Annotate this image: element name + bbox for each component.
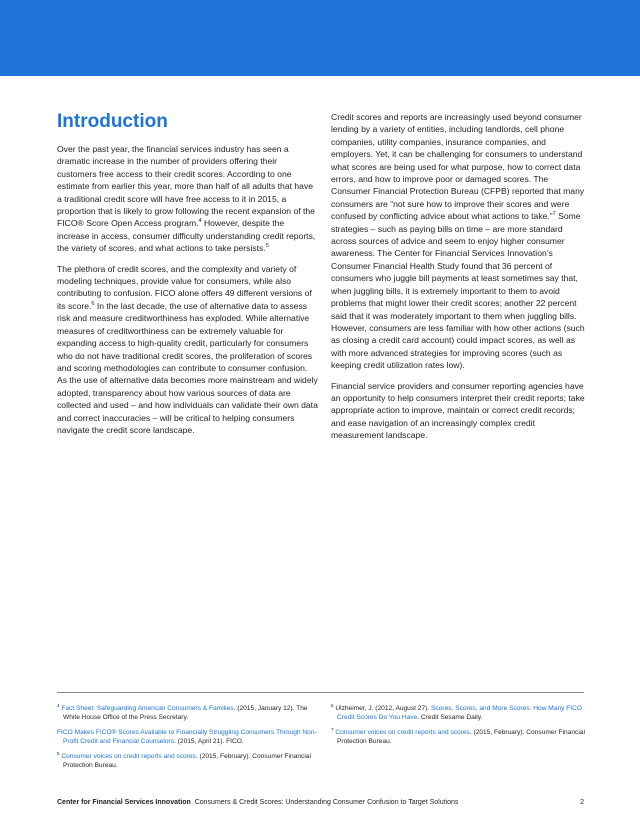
page-footer: [57, 798, 584, 807]
body-paragraph: [57, 263, 319, 437]
text-run: Some strategies – such as paying bills on time – are more standard across sources of advice and seem to enjoy higher consumer awareness. The Center for Financial Services Innovation’s Consumer Financial Health Study found that 36 percent of consumers who juggle bill payments at least sometimes say that, when juggling bills, it is extremely important to them to avoid problems that might lower their credit scores; another 22 percent said that it was moderately important to them when juggling bills. However, consumers are less familiar with how other actions (such as closing a credit card account) could impact scores, as well as with more advanced strategies for improving scores (such as keeping credit utilization rates low).: [331, 211, 585, 371]
footnote-marker: 5: [265, 243, 269, 250]
header-band: [0, 0, 640, 76]
citation-link[interactable]: Fact Sheet: Safeguarding American Consumers & Families: [61, 705, 234, 712]
footnotes-left: [57, 704, 319, 776]
left-column: [57, 111, 319, 444]
footnotes-right: [331, 704, 585, 752]
text-run: In the last decade, the use of alternative data to assess risk and measure creditworthiness has exploded. While alternative measures of creditworthiness can be extremely valuable for expanding access to high-quality credit, particularly for consumers who do not have traditional credit scores, the proliferation of scores and scoring methodologies can contribute to consumer confusion. As the use of alternative data becomes more mainstream and widely adopted, transparency about how various sources of data are collected and used – and how individuals can validate their own data and correct inaccuracies – will be critical to helping consumers navigate the credit score landscape.: [57, 300, 318, 435]
citation-link[interactable]: Consumer voices on credit reports and scores: [335, 729, 470, 736]
text-run: . (2015, January 12). The White House Office of the Press Secretary.: [63, 705, 308, 721]
text-run: . (2015, February). Consumer Financial Protection Bureau.: [337, 729, 585, 745]
text-run: The plethora of credit scores, and the complexity and variety of modeling techniques, provide value for consumers, while also contributing to confusion. FICO alone offers 49 different versions of its score.: [57, 263, 312, 311]
footnote-marker: 5: [57, 750, 60, 756]
footnote: [57, 752, 319, 770]
footnote-divider: [57, 692, 584, 693]
footnote-marker: 7: [331, 726, 334, 732]
text-run: Credit scores and reports are increasingly used beyond consumer lending by a variety of entities, including landlords, cell phone companies, utility companies, insurance companies, and employers. Yet, it can be challenging for consumers to understand what scores are being used for what purpose, how to correct data errors, and how to improve poor or damaged scores. The Consumer Financial Protection Bureau (CFPB) reported that many consumers are “not sure how to improve their scores and were confused by conflicting advice about what actions to take.”: [331, 112, 585, 222]
section-title: Introduction: [57, 111, 168, 132]
body-paragraph: [331, 380, 585, 442]
citation-link[interactable]: Consumer voices on credit reports and scores: [61, 753, 196, 760]
citation-link[interactable]: FICO Makes FICO® Scores Available to Financially Struggling Consumers Through Non-Profit Credit and Financial Counselors: [57, 729, 317, 745]
body-paragraph: [57, 143, 319, 255]
footnote: [331, 728, 585, 746]
footnote-marker: 7: [552, 211, 556, 218]
text-run: Ulzheimer, J. (2012, August 27).: [333, 705, 432, 712]
text-run: However, despite the increase in access, consumer difficulty understanding credit reports, the variety of scores, and what actions to take persists.: [57, 218, 316, 254]
footer-doc-title: Consumers & Credit Scores: Understanding Consumer Confusion to Target Solutions: [194, 799, 459, 806]
text-run: . Credit Sesame Daily.: [417, 714, 483, 721]
footnote: [57, 728, 319, 746]
text-run: Over the past year, the financial services industry has seen a dramatic increase in the number of providers offering their customers free access to their credit scores. According to one estimate from earlier this year, more than half of all adults that have a traditional credit score will have free access to it in 2015, a proportion that is likely to grow following the recent expansion of the FICO® Score Open Access program.: [57, 144, 315, 229]
text-run: . (2015, February). Consumer Financial Protection Bureau.: [63, 753, 311, 769]
footnote-marker: 4: [57, 702, 60, 708]
text-run: Financial service providers and consumer reporting agencies have an opportunity to help consumers interpret their credit reports; take appropriate action to improve, maintain or correct credit records; and ease navigation of an increasingly complex credit measurement landscape.: [331, 380, 585, 441]
footnote: [57, 704, 319, 722]
left-body: [57, 143, 319, 436]
text-run: . (2015, April 21). FICO.: [174, 738, 244, 745]
right-column: [331, 111, 585, 450]
right-body: [331, 111, 585, 442]
footnote-marker: 4: [198, 218, 202, 225]
body-paragraph: [331, 111, 585, 372]
footnote-marker: 6: [91, 301, 95, 308]
footnote-marker: 6: [331, 702, 334, 708]
footnote: [331, 704, 585, 722]
page-number: 2: [580, 799, 584, 806]
footer-org: Center for Financial Services Innovation: [57, 799, 191, 806]
citation-link[interactable]: Scores, Scores, and More Scores: How Many FICO Credit Scores Do You Have: [337, 705, 582, 721]
